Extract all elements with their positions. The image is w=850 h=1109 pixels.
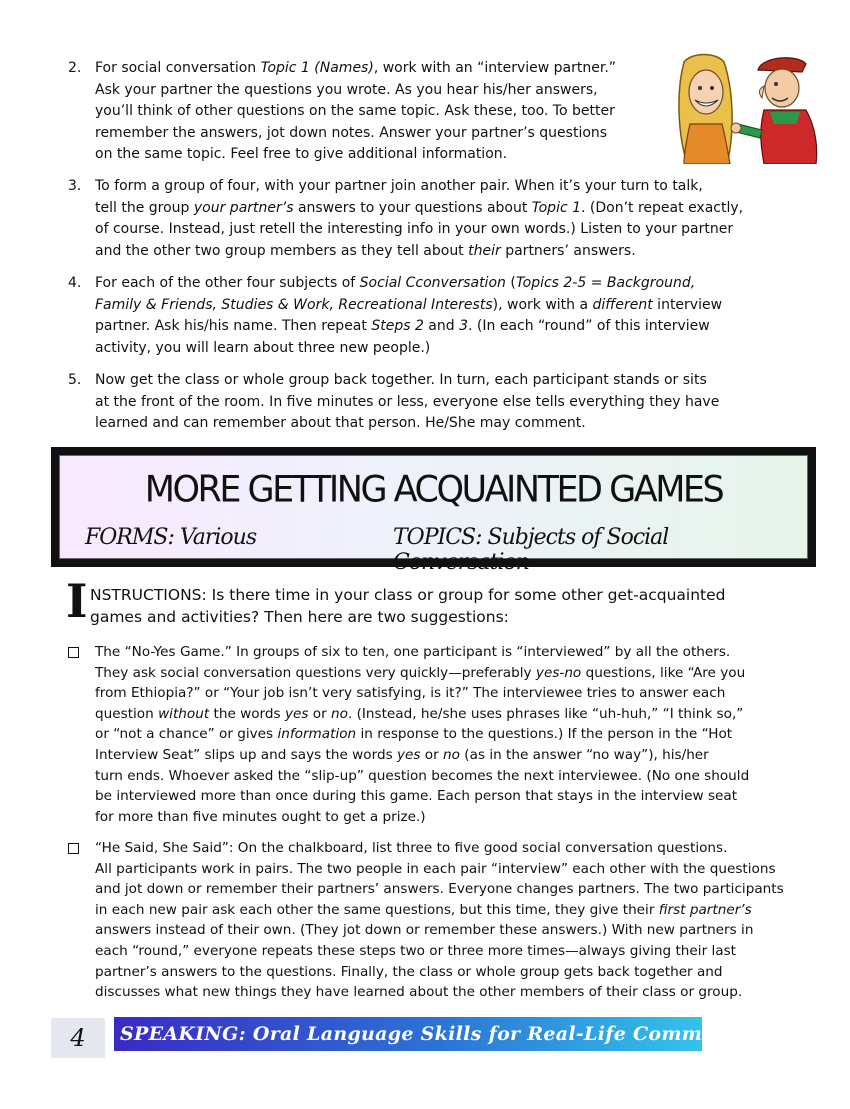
italic-text: 3 bbox=[459, 318, 469, 335]
italic-text: without bbox=[158, 705, 210, 722]
text-segment: question bbox=[95, 705, 159, 722]
italic-text: no bbox=[443, 746, 460, 763]
step-number: 3. bbox=[68, 178, 82, 194]
italic-text: your partner’s bbox=[193, 199, 294, 216]
text-segment: , work with an “interview partner.” bbox=[373, 60, 617, 76]
text-line bbox=[95, 941, 784, 962]
text-segment: you’ll think of other questions on the same topic. Ask these, too. To better bbox=[95, 103, 615, 120]
text-line bbox=[95, 807, 749, 828]
suggestion-text bbox=[95, 642, 749, 827]
italic-text: information bbox=[277, 726, 357, 743]
text-segment: each “round,” everyone repeats these steps two or three more times—always giving their last bbox=[95, 942, 736, 959]
text-segment: activity, you will learn about three new people.) bbox=[95, 339, 431, 356]
text-line bbox=[95, 370, 719, 392]
step-text bbox=[95, 58, 616, 166]
text-segment: at the front of the room. In five minutes or less, everyone else tells everything they have bbox=[95, 393, 720, 410]
italic-text: Topic 1 (Names) bbox=[260, 60, 374, 76]
text-segment: in response to the questions.) If the person in the “Hot bbox=[356, 726, 733, 743]
text-segment: or bbox=[308, 705, 332, 722]
text-line bbox=[95, 101, 616, 123]
step-number: 2. bbox=[68, 60, 82, 76]
instructions-text bbox=[90, 584, 725, 628]
text-line bbox=[95, 683, 749, 704]
italic-text: yes bbox=[396, 746, 421, 763]
text-segment: on the same topic. Feel free to give additional information. bbox=[95, 146, 508, 163]
text-line bbox=[95, 338, 722, 360]
text-segment: Interview Seat” slips up and says the words bbox=[95, 746, 397, 763]
suggestion-text bbox=[95, 838, 784, 1003]
book-title-footer: SPEAKING: Oral Language Skills for Real-Life Communication bbox=[114, 1017, 702, 1051]
step-text bbox=[95, 176, 743, 262]
text-line bbox=[95, 80, 616, 102]
text-line bbox=[95, 745, 749, 766]
text-segment: interview bbox=[652, 296, 723, 313]
italic-text: Topics 2-5 = Background, bbox=[515, 275, 696, 291]
text-segment: For social conversation bbox=[95, 60, 261, 76]
italic-text: yes-no bbox=[535, 664, 582, 681]
text-line bbox=[95, 392, 719, 414]
banner-panel bbox=[59, 455, 808, 575]
instructions-line: games and activities? Then here are two suggestions: bbox=[90, 608, 509, 626]
text-segment: All participants work in pairs. The two people in each pair “interview” each other with the questions bbox=[95, 860, 776, 877]
text-line bbox=[95, 786, 749, 807]
italic-text: first partner’s bbox=[658, 901, 752, 918]
text-segment: . (Instead, he/she uses phrases like “uh-huh,” “I think so,” bbox=[347, 705, 744, 722]
step-4 bbox=[68, 273, 722, 359]
text-segment: for more than five minutes ought to get a prize.) bbox=[95, 808, 426, 825]
text-line bbox=[95, 123, 616, 145]
text-segment: (as in the answer “no way”), his/her bbox=[459, 746, 709, 763]
text-segment: partner. Ask his/his name. Then repeat bbox=[95, 318, 372, 335]
suggestion-no-yes-game bbox=[68, 642, 749, 827]
italic-text: yes bbox=[284, 705, 309, 722]
text-line bbox=[95, 295, 722, 317]
text-line bbox=[95, 982, 784, 1003]
text-segment: The “No-Yes Game.” In groups of six to ten, one participant is “interviewed” by all the others. bbox=[95, 644, 731, 660]
text-line bbox=[95, 920, 784, 941]
text-segment: “He Said, She Said”: On the chalkboard, list three to five good social conversation questions. bbox=[95, 840, 728, 856]
page-number: 4 bbox=[51, 1018, 105, 1058]
forms-label: FORMS: Various bbox=[85, 525, 257, 550]
italic-text: their bbox=[468, 242, 501, 259]
text-line bbox=[95, 198, 743, 220]
text-line bbox=[95, 838, 784, 859]
text-segment: answers instead of their own. (They jot down or remember these answers.) With new partners in bbox=[95, 922, 754, 939]
text-segment: ( bbox=[505, 275, 516, 291]
text-segment: They ask social conversation questions very quickly—preferably bbox=[95, 664, 536, 681]
step-number: 5. bbox=[68, 372, 82, 388]
text-line bbox=[95, 879, 784, 900]
italic-text: different bbox=[592, 296, 653, 313]
text-segment: or “not a chance” or gives bbox=[95, 726, 278, 743]
text-segment: of course. Instead, just retell the interesting info in your own words.) Listen to your partner bbox=[95, 221, 734, 238]
text-segment: . (In each “round” of this interview bbox=[468, 318, 710, 335]
text-line bbox=[95, 962, 784, 983]
step-number: 4. bbox=[68, 275, 82, 291]
italic-text: Topic 1 bbox=[531, 199, 582, 216]
text-segment: from Ethiopia?” or “Your job isn’t very satisfying, is it?” The interviewee tries to answer each bbox=[95, 685, 726, 702]
text-segment: questions, like “Are you bbox=[581, 664, 746, 681]
step-2 bbox=[68, 58, 616, 166]
text-segment: partners’ answers. bbox=[500, 242, 636, 259]
step-text bbox=[95, 370, 719, 435]
text-line bbox=[95, 663, 749, 684]
text-line bbox=[95, 273, 722, 295]
text-segment: learned and can remember about that person. He/She may comment. bbox=[95, 415, 586, 432]
text-segment: turn ends. Whoever asked the “slip-up” question becomes the next interviewee. (No one should bbox=[95, 767, 750, 784]
text-line bbox=[95, 144, 616, 166]
text-line bbox=[95, 859, 784, 880]
text-segment: or bbox=[420, 746, 444, 763]
italic-text: Family & Friends, Studies & Work, Recreational Interests bbox=[95, 296, 493, 313]
text-segment: and the other two group members as they tell about bbox=[95, 242, 469, 259]
two-people-talking-illustration bbox=[676, 52, 822, 164]
text-segment: Ask your partner the questions you wrote. As you hear his/her answers, bbox=[95, 81, 598, 98]
text-line bbox=[95, 766, 749, 787]
italic-text: no bbox=[331, 705, 348, 722]
text-segment: To form a group of four, with your partner join another pair. When it’s your turn to talk, bbox=[95, 178, 703, 194]
text-segment: the words bbox=[209, 705, 285, 722]
text-segment: tell the group bbox=[95, 199, 194, 216]
text-line bbox=[95, 724, 749, 745]
text-segment: remember the answers, jot down notes. Answer your partner’s questions bbox=[95, 124, 608, 141]
text-line bbox=[95, 316, 722, 338]
text-line bbox=[95, 219, 743, 241]
section-banner bbox=[51, 447, 816, 575]
text-line bbox=[95, 241, 743, 263]
text-segment: . (Don’t repeat exactly, bbox=[581, 199, 744, 216]
text-line bbox=[95, 176, 743, 198]
checkbox-bullet-icon bbox=[68, 647, 79, 658]
text-segment: be interviewed more than once during this game. Each person that stays in the interview seat bbox=[95, 788, 738, 805]
step-3 bbox=[68, 176, 743, 262]
step-5 bbox=[68, 370, 719, 435]
text-segment: Now get the class or whole group back together. In turn, each participant stands or sits bbox=[95, 372, 707, 388]
checkbox-bullet-icon bbox=[68, 843, 79, 854]
italic-text: Steps 2 bbox=[371, 318, 424, 335]
text-segment: answers to your questions about bbox=[293, 199, 532, 216]
text-segment: and bbox=[423, 318, 460, 335]
step-text bbox=[95, 273, 722, 359]
text-line bbox=[95, 413, 719, 435]
text-line bbox=[95, 900, 784, 921]
text-segment: and jot down or remember their partners’ answers. Everyone changes partners. The two participants bbox=[95, 881, 784, 898]
text-line bbox=[95, 58, 616, 80]
instructions-line: NSTRUCTIONS: Is there time in your class or group for some other get-acquainted bbox=[90, 586, 726, 604]
drop-cap: I bbox=[66, 574, 88, 628]
text-segment: discusses what new things they have learned about the other members of their class or group. bbox=[95, 984, 743, 1001]
italic-text: Social Cconversation bbox=[359, 275, 506, 291]
text-segment: ), work with a bbox=[492, 296, 593, 313]
text-segment: For each of the other four subjects of bbox=[95, 275, 360, 291]
text-line bbox=[95, 704, 749, 725]
topics-label: TOPICS: Subjects of Social Conversation bbox=[393, 525, 669, 575]
text-segment: in each new pair ask each other the same questions, but this time, they give their bbox=[95, 901, 659, 918]
text-segment: partner’s answers to the questions. Finally, the class or whole group gets back together and bbox=[95, 963, 723, 980]
suggestion-he-said-she-said bbox=[68, 838, 784, 1003]
text-line bbox=[95, 642, 749, 663]
section-title: MORE GETTING ACQUAINTED GAMES bbox=[144, 469, 723, 511]
